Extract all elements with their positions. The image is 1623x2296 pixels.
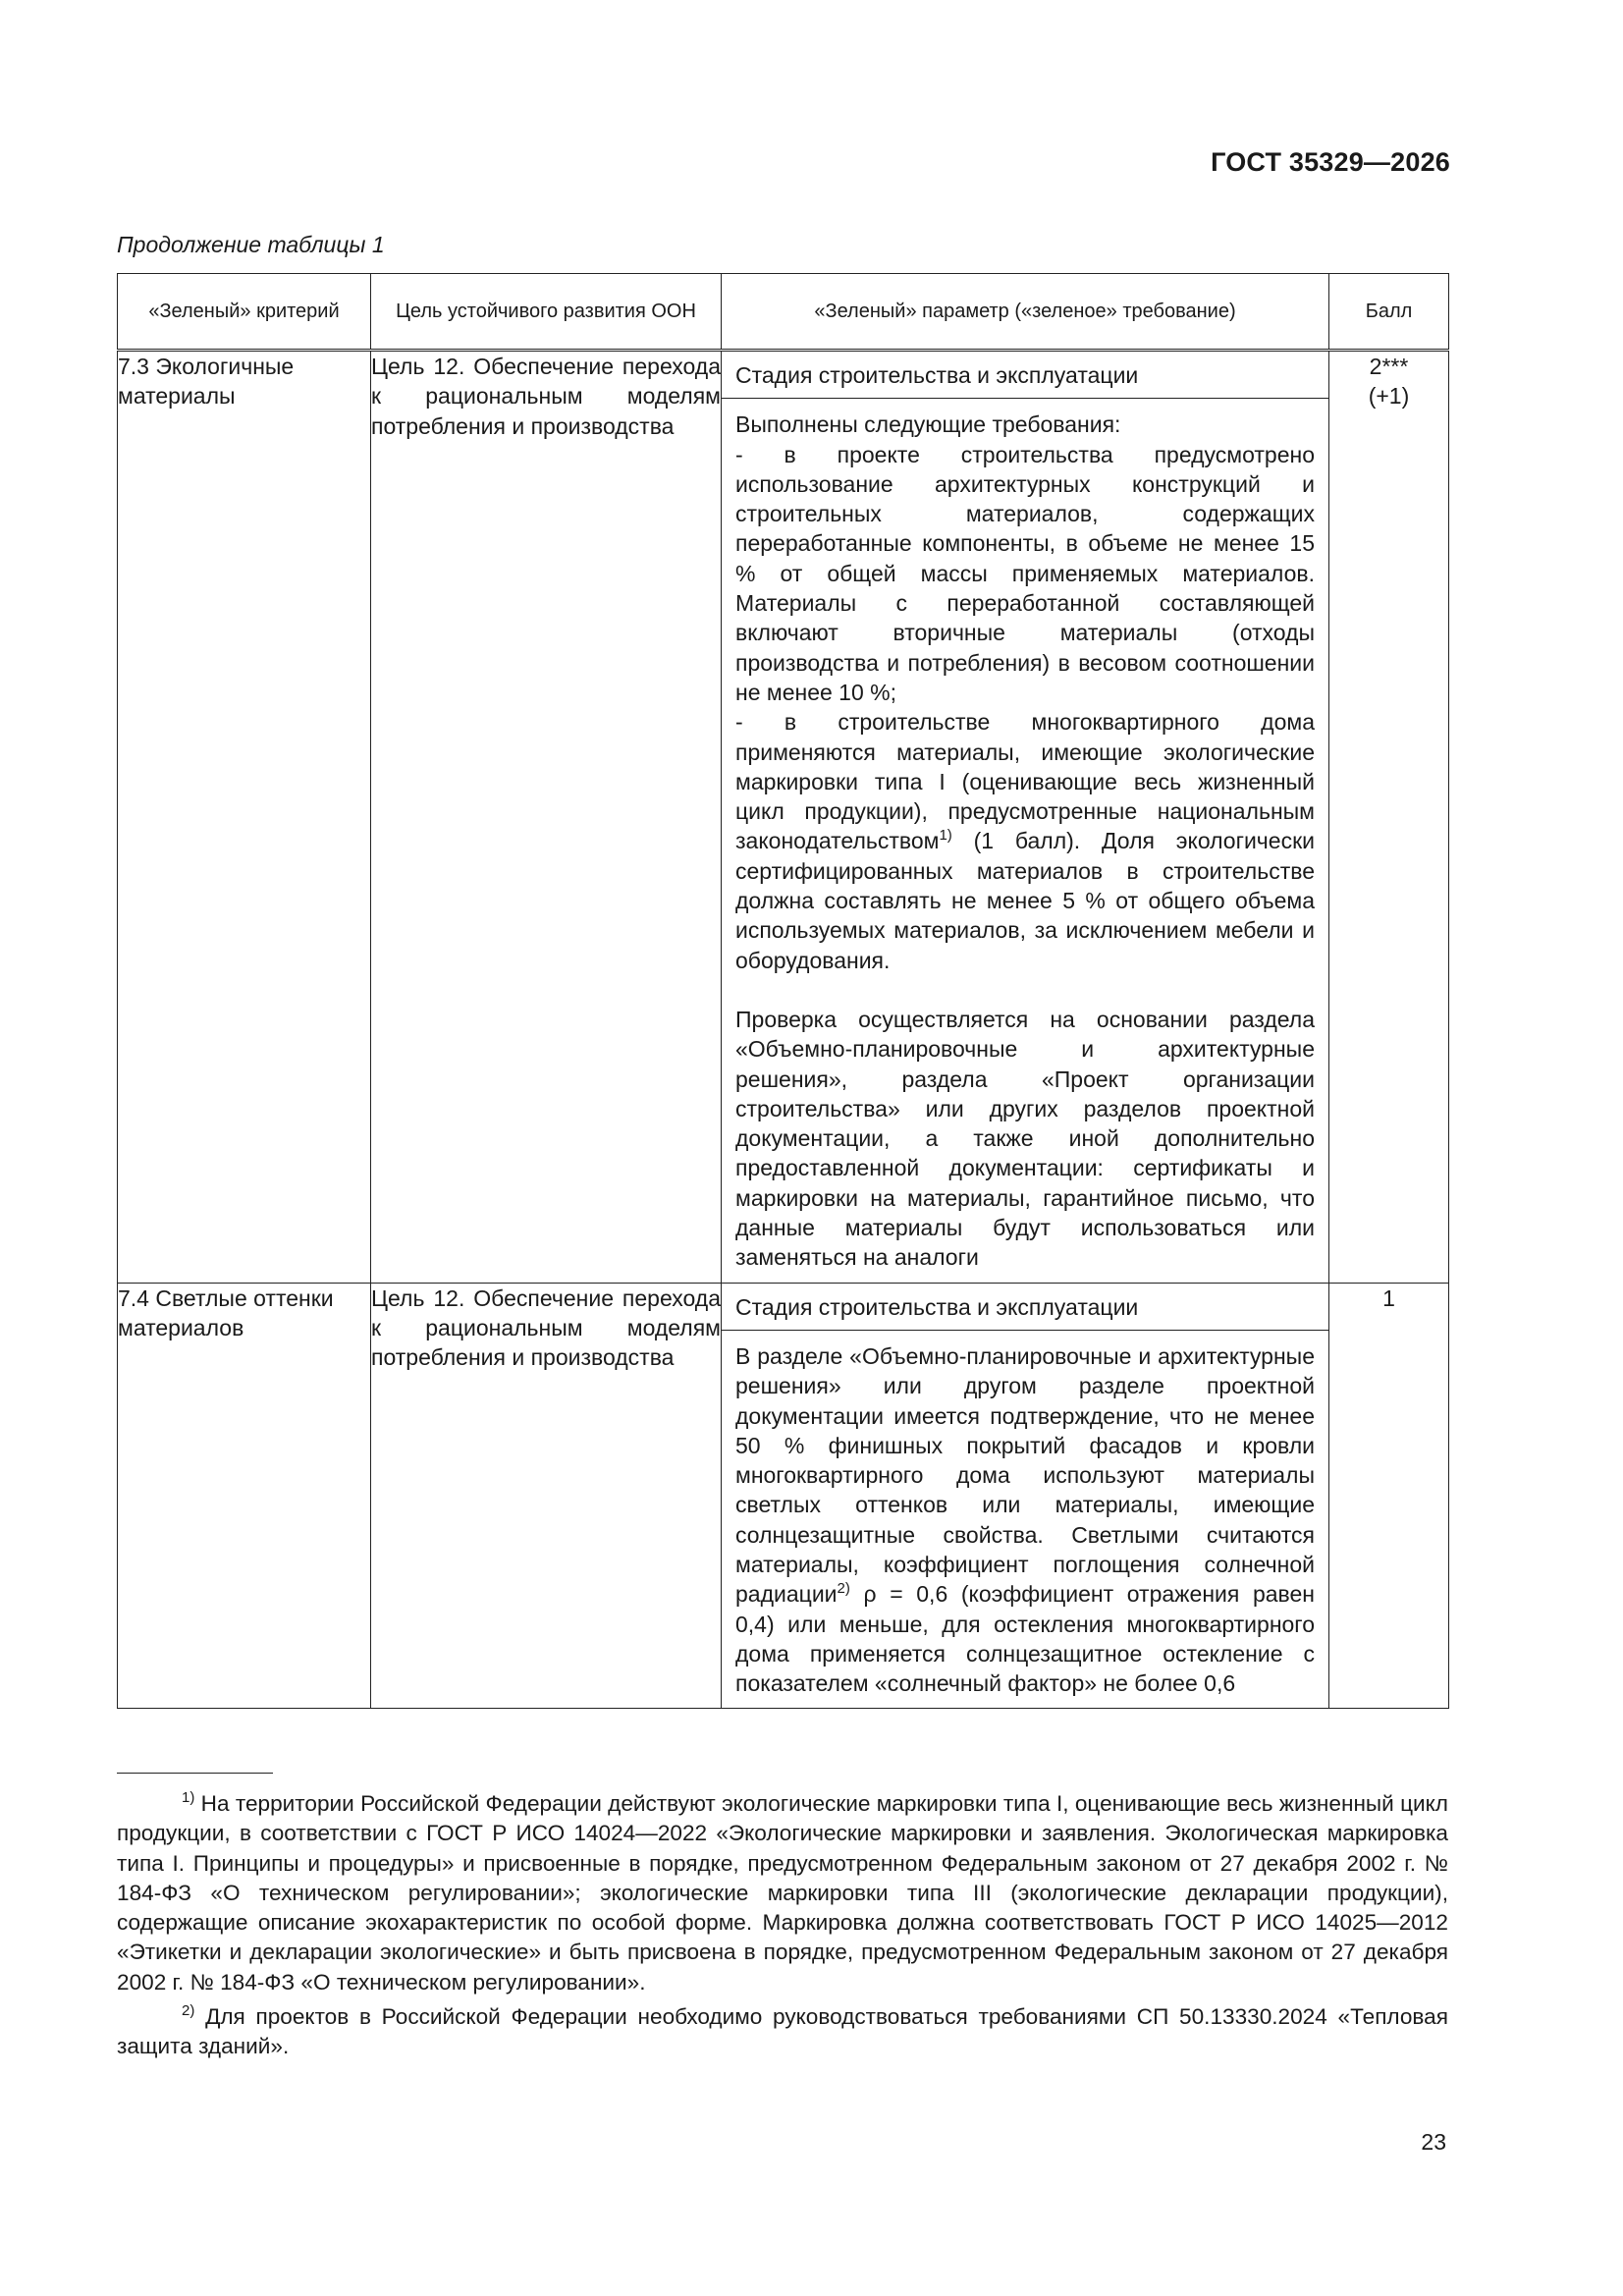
requirement-part: В разделе «Объемно-планировочные и архитектурные решения» или другом разделе проектной документации имеется подтверждение, что не менее 50 % финишных покрытий фасадов и кровли многоквартирного дома используют материалы светлых оттенков или материалы, имеющие солнцезащитные свойства. Светлыми считаются материалы, коэффициент поглощения солнечной радиации <box>735 1342 1315 1608</box>
table-continuation-caption: Продолжение таблицы 1 <box>117 232 385 257</box>
requirement-text <box>722 399 1328 1282</box>
page-number: 23 <box>1421 2129 1446 2155</box>
footnote-ref: 2) <box>837 1580 850 1598</box>
column-header-score: Балл <box>1329 274 1449 351</box>
column-header-parameter: «Зеленый» параметр («зеленое» требование) <box>722 274 1329 351</box>
table-row <box>118 1283 1449 1709</box>
goal-cell: Цель 12. Обеспечение перехода к рациональным моделям потребления и производства <box>371 351 722 1284</box>
goal-cell: Цель 12. Обеспечение перехода к рациональным моделям потребления и производства <box>371 1283 722 1709</box>
parameter-cell <box>722 1283 1329 1709</box>
footnote-marker: 2) <box>182 2002 195 2020</box>
verification-paragraph: Проверка осуществляется на основании раздела «Объемно-планировочные и архитектурные решения», раздела «Проект организации строительства» или других разделов проектной документации, а также иной дополнительно предоставленной документации: сертификаты и маркировки на материалы, гарантийное письмо, что данные материалы будут использоваться или заменяться на аналоги <box>735 1006 1315 1271</box>
footnote-divider <box>117 1773 273 1774</box>
footnote-text: Для проектов в Российской Федерации необходимо руководствоваться требованиями СП 50.13330.2024 «Тепловая защита зданий». <box>117 2004 1448 2059</box>
document-id: ГОСТ 35329—2026 <box>1211 147 1450 177</box>
stage-label: Стадия строительства и эксплуатации <box>722 1284 1328 1331</box>
requirement-part: ρ = 0,6 (коэффициент отражения равен 0,4) или меньше, для остекления многоквартирного дома применяется солнцезащитное остекление с показателем «солнечный фактор» не более 0,6 <box>735 1581 1315 1697</box>
footnote-text: На территории Российской Федерации действуют экологические маркировки типа I, оценивающие весь жизненный цикл продукции, в соответствии с ГОСТ Р ИСО 14024—2022 «Экологические маркировки и заявления. Экологическая маркировка типа I. Принципы и процедуры» и присвоенные в порядке, предусмотренном Федеральным законом от 27 декабря 2002 г. № 184-ФЗ «О техническом регулировании»; экологические маркировки типа III (экологические декларации продукции), содержащие описание экохарактеристик по особой форме. Маркировка должна соответствовать ГОСТ Р ИСО 14025—2012 «Этикетки и декларации экологические» и быть присвоена в порядке, предусмотренном Федеральным законом от 27 декабря 2002 г. № 184-ФЗ «О техническом регулировании». <box>117 1791 1448 1995</box>
footnotes <box>117 1789 1448 2067</box>
score-value: 2*** <box>1369 354 1409 379</box>
footnote <box>117 1789 1448 1997</box>
score-cell <box>1329 351 1449 1284</box>
score-cell <box>1329 1283 1449 1709</box>
criterion-cell: 7.3 Экологичные материалы <box>118 351 371 1284</box>
footnote-marker: 1) <box>182 1789 195 1806</box>
footnote-ref: 1) <box>939 827 952 845</box>
requirement-text <box>722 1331 1328 1709</box>
stage-label: Стадия строительства и эксплуатации <box>722 352 1328 399</box>
footnote <box>117 2002 1448 2062</box>
requirement-part: Выполнены следующие требования: - в проекте строительства предусмотрено использование архитектурных конструкций и строительных материалов, содержащих переработанные компоненты, в объеме не менее 15 % от общей массы применяемых материалов. Материалы с переработанной составляющей включают вторичные материалы (отходы производства и потребления) в весовом соотношении не менее 10 %; - в строительстве многоквартирного дома применяются материалы, имеющие экологические маркировки типа I (оценивающие весь жизненный цикл продукции), предусмотренные национальным законодательством <box>735 411 1315 854</box>
requirement-part: (1 балл). Доля экологически сертифицированных материалов в строительстве должна составлять не менее 5 % от общего объема используемых материалов, за исключением мебели и оборудования. <box>735 828 1315 973</box>
column-header-goal: Цель устойчивого развития ООН <box>371 274 722 351</box>
table-header-row <box>118 274 1449 351</box>
criteria-table <box>117 273 1449 1709</box>
score-bonus: (+1) <box>1368 383 1410 410</box>
score-value: 1 <box>1382 1285 1395 1311</box>
criterion-cell: 7.4 Светлые оттенки материалов <box>118 1283 371 1709</box>
column-header-criterion: «Зеленый» критерий <box>118 274 371 351</box>
table-row <box>118 351 1449 1284</box>
parameter-cell <box>722 351 1329 1284</box>
